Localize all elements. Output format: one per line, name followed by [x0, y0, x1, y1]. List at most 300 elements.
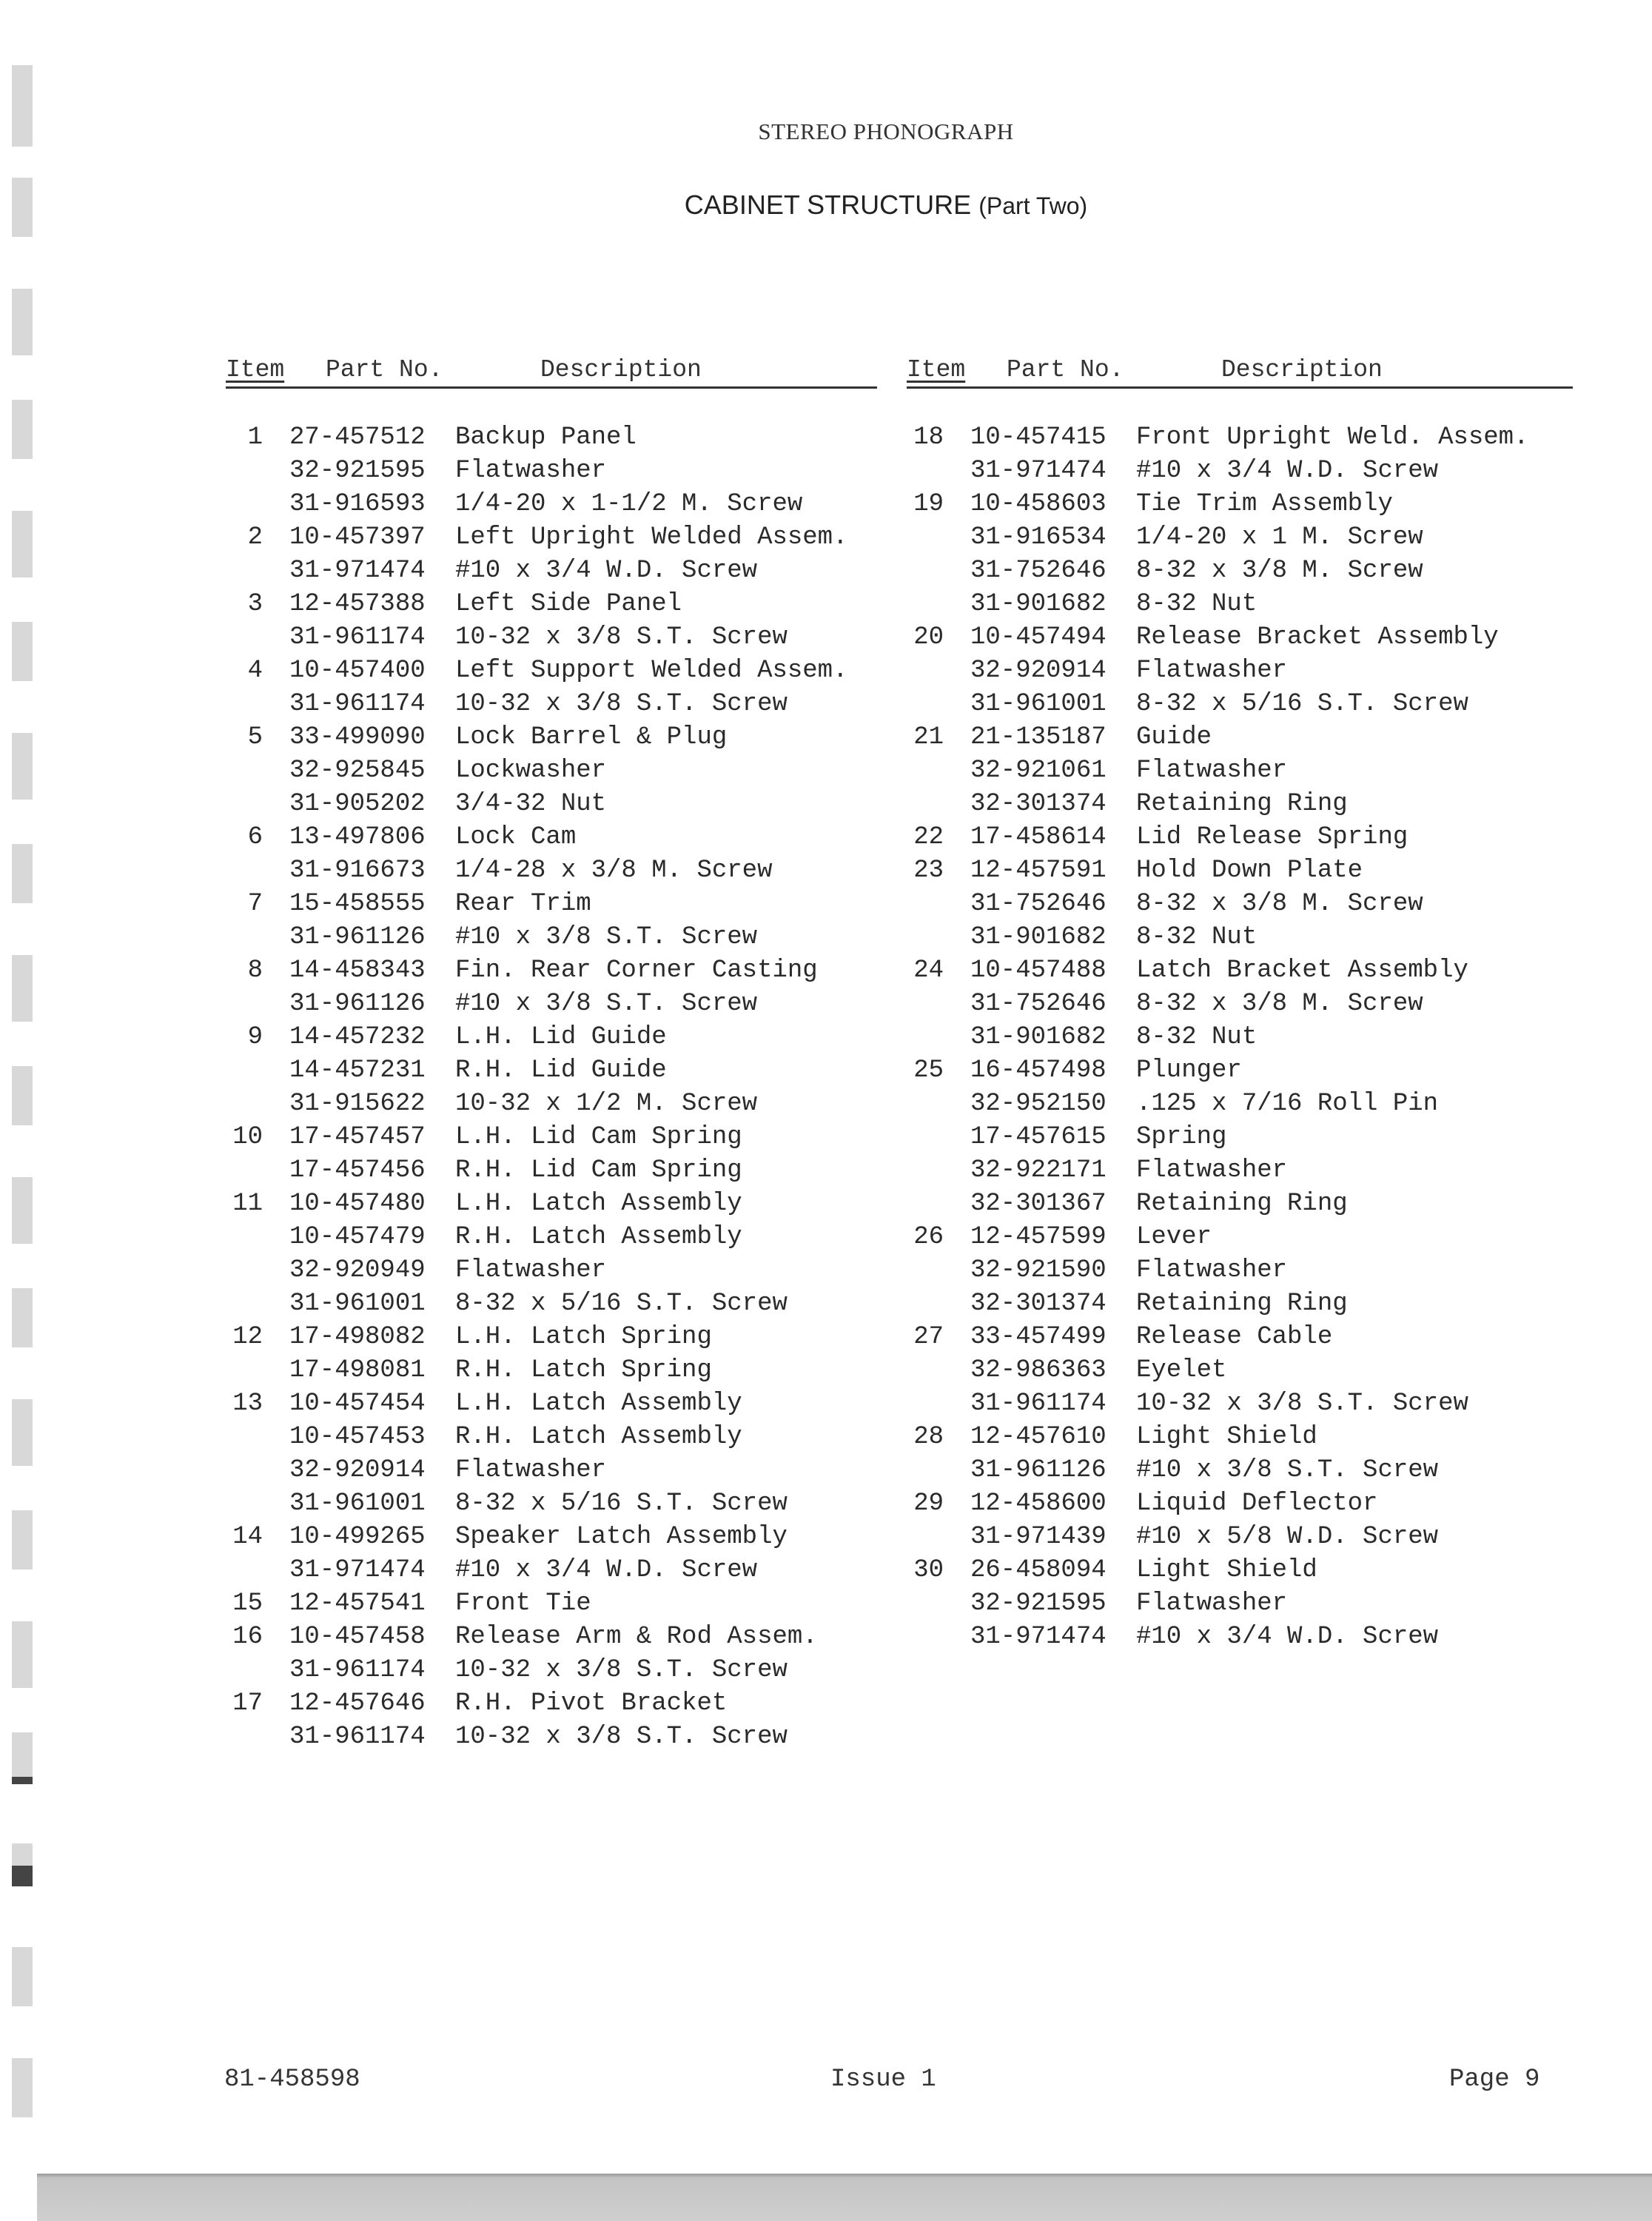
part-description: #10 x 3/8 S.T. Screw — [455, 923, 758, 951]
part-number: 31-961174 — [289, 1723, 426, 1751]
item-number — [907, 1587, 970, 1621]
part-number: 17-458614 — [970, 823, 1107, 851]
part-number: 31-752646 — [970, 557, 1107, 585]
item-number — [907, 1287, 970, 1321]
item-number — [907, 555, 970, 588]
item-number — [226, 921, 289, 954]
table-row — [907, 1421, 1573, 1454]
table-row — [226, 1621, 877, 1654]
part-number: 31-916593 — [289, 490, 426, 518]
item-number — [907, 1088, 970, 1121]
item-number: 18 — [913, 423, 944, 452]
part-number: 17-457456 — [289, 1156, 426, 1185]
item-number: 21 — [913, 723, 944, 751]
item-number: 28 — [913, 1423, 944, 1451]
table-row — [907, 721, 1573, 754]
table-row — [226, 1354, 877, 1387]
part-number: 10-457397 — [289, 523, 426, 552]
item-number: 17 — [232, 1689, 263, 1718]
item-number — [226, 1154, 289, 1187]
part-number: 17-498081 — [289, 1356, 426, 1384]
part-number: 31-961001 — [289, 1490, 426, 1518]
part-description: Speaker Latch Assembly — [455, 1523, 788, 1551]
part-description: L.H. Lid Cam Spring — [455, 1123, 742, 1151]
part-number: 31-961174 — [289, 623, 426, 651]
item-number — [907, 1387, 970, 1421]
part-number: 31-961126 — [289, 990, 426, 1018]
table-row — [226, 1487, 877, 1521]
part-description: Flatwasher — [455, 1456, 607, 1484]
part-description: 1/4-20 x 1 M. Screw — [1136, 523, 1423, 552]
part-number: 17-498082 — [289, 1323, 426, 1351]
part-description: Lever — [1136, 1223, 1212, 1251]
part-description: 1/4-28 x 3/8 M. Screw — [455, 857, 773, 885]
part-number: 12-457599 — [970, 1223, 1107, 1251]
part-description: Backup Panel — [455, 423, 637, 452]
item-number: 9 — [247, 1023, 263, 1051]
table-row — [226, 1454, 877, 1487]
table-row — [226, 421, 877, 455]
table-row — [226, 821, 877, 854]
part-description: Lock Barrel & Plug — [455, 723, 728, 751]
table-row — [226, 1721, 877, 1754]
part-description: Light Shield — [1136, 1556, 1317, 1584]
part-description: Lid Release Spring — [1136, 823, 1408, 851]
item-number: 15 — [232, 1589, 263, 1618]
table-row — [907, 421, 1573, 455]
table-row — [226, 1687, 877, 1721]
part-description: L.H. Latch Spring — [455, 1323, 712, 1351]
table-row — [226, 788, 877, 821]
part-number: 12-457388 — [289, 590, 426, 618]
item-number — [907, 1254, 970, 1287]
binder-mark — [12, 2058, 33, 2117]
table-row — [907, 1221, 1573, 1254]
part-description: R.H. Latch Assembly — [455, 1423, 742, 1451]
table-row — [226, 1154, 877, 1187]
item-number: 19 — [913, 490, 944, 518]
part-description: Flatwasher — [1136, 1589, 1288, 1618]
table-header — [226, 354, 877, 389]
part-description: 8-32 x 5/16 S.T. Screw — [1136, 690, 1468, 718]
part-description: Front Tie — [455, 1589, 591, 1618]
item-number — [226, 688, 289, 721]
table-row — [907, 455, 1573, 488]
part-number: 10-499265 — [289, 1523, 426, 1551]
item-number — [226, 1254, 289, 1287]
part-number: 17-457457 — [289, 1123, 426, 1151]
item-number: 7 — [247, 890, 263, 918]
table-row — [226, 1287, 877, 1321]
part-description: Flatwasher — [455, 457, 607, 485]
part-number: 12-457541 — [289, 1589, 426, 1618]
item-number — [226, 555, 289, 588]
part-description: .125 x 7/16 Roll Pin — [1136, 1090, 1439, 1118]
item-number — [226, 1421, 289, 1454]
binder-mark — [12, 1288, 33, 1347]
part-description: Spring — [1136, 1123, 1227, 1151]
part-number: 10-457494 — [970, 623, 1107, 651]
table-row — [907, 1487, 1573, 1521]
part-description: L.H. Latch Assembly — [455, 1190, 742, 1218]
part-number: 31-915622 — [289, 1090, 426, 1118]
binder-mark — [12, 733, 33, 800]
table-row — [907, 1154, 1573, 1187]
item-number — [907, 688, 970, 721]
table-row — [226, 1554, 877, 1587]
table-row — [226, 1654, 877, 1687]
item-number — [226, 621, 289, 654]
part-description: L.H. Lid Guide — [455, 1023, 667, 1051]
part-description: Lock Cam — [455, 823, 577, 851]
part-number: 31-752646 — [970, 890, 1107, 918]
table-row — [907, 888, 1573, 921]
part-number: 32-921061 — [970, 757, 1107, 785]
item-number — [907, 521, 970, 555]
part-description: 3/4-32 Nut — [455, 790, 607, 818]
part-number: 10-457479 — [289, 1223, 426, 1251]
table-row — [226, 688, 877, 721]
table-row — [226, 1421, 877, 1454]
part-number: 31-971474 — [970, 457, 1107, 485]
part-number: 10-457453 — [289, 1423, 426, 1451]
part-number: 17-457615 — [970, 1123, 1107, 1151]
part-description: 10-32 x 3/8 S.T. Screw — [455, 690, 788, 718]
item-number — [907, 1154, 970, 1187]
binder-mark — [12, 1177, 33, 1244]
item-number: 22 — [913, 823, 944, 851]
section-title-main: CABINET STRUCTURE — [684, 190, 972, 220]
binder-mark — [12, 511, 33, 577]
part-number: 32-921595 — [970, 1589, 1107, 1618]
item-number — [907, 921, 970, 954]
part-description: Guide — [1136, 723, 1212, 751]
part-number: 13-497806 — [289, 823, 426, 851]
item-number — [226, 754, 289, 788]
part-description: 10-32 x 3/8 S.T. Screw — [1136, 1390, 1468, 1418]
binder-mark — [12, 1399, 33, 1466]
table-row — [226, 988, 877, 1021]
table-row — [907, 1088, 1573, 1121]
parts-table-left — [226, 354, 877, 1754]
part-number: 16-457498 — [970, 1056, 1107, 1085]
item-number — [907, 1021, 970, 1054]
table-row — [226, 1054, 877, 1088]
binder-mark — [12, 1947, 33, 2006]
part-description: R.H. Lid Cam Spring — [455, 1156, 742, 1185]
table-row — [907, 821, 1573, 854]
table-header — [907, 354, 1573, 389]
part-number: 31-916673 — [289, 857, 426, 885]
part-description: Release Cable — [1136, 1323, 1333, 1351]
part-description: Plunger — [1136, 1056, 1242, 1085]
item-number: 11 — [232, 1190, 263, 1218]
part-number: 32-925845 — [289, 757, 426, 785]
table-row — [226, 521, 877, 555]
item-number: 16 — [232, 1623, 263, 1651]
part-number: 12-457591 — [970, 857, 1107, 885]
part-number: 31-916534 — [970, 523, 1107, 552]
table-row — [907, 1387, 1573, 1421]
table-row — [907, 654, 1573, 688]
item-number — [907, 654, 970, 688]
part-number: 12-458600 — [970, 1490, 1107, 1518]
part-number: 27-457512 — [289, 423, 426, 452]
part-number: 10-458603 — [970, 490, 1107, 518]
part-description: 8-32 Nut — [1136, 590, 1258, 618]
item-number — [226, 854, 289, 888]
header-part-no: Part No. — [1007, 356, 1124, 383]
part-number: 32-301374 — [970, 790, 1107, 818]
item-number — [226, 1554, 289, 1587]
part-number: 32-920914 — [970, 657, 1107, 685]
part-description: 1/4-20 x 1-1/2 M. Screw — [455, 490, 803, 518]
part-description: Lockwasher — [455, 757, 607, 785]
item-number — [907, 788, 970, 821]
part-number: 31-752646 — [970, 990, 1107, 1018]
item-number — [226, 1354, 289, 1387]
part-number: 10-457400 — [289, 657, 426, 685]
part-description: Flatwasher — [1136, 757, 1288, 785]
part-description: Flatwasher — [1136, 657, 1288, 685]
item-number — [907, 1521, 970, 1554]
part-number: 31-971474 — [970, 1623, 1107, 1651]
table-row — [907, 1287, 1573, 1321]
item-number — [907, 754, 970, 788]
part-number: 26-458094 — [970, 1556, 1107, 1584]
table-row — [226, 1088, 877, 1121]
part-description: 10-32 x 3/8 S.T. Screw — [455, 1656, 788, 1684]
header-part-no: Part No. — [326, 356, 443, 383]
part-description: 10-32 x 3/8 S.T. Screw — [455, 1723, 788, 1751]
header-item: Item — [226, 356, 285, 383]
part-number: 31-971474 — [289, 557, 426, 585]
table-row — [907, 854, 1573, 888]
part-number: 31-961174 — [289, 690, 426, 718]
item-number — [907, 1121, 970, 1154]
part-description: Left Upright Welded Assem. — [455, 523, 848, 552]
part-description: Release Arm & Rod Assem. — [455, 1623, 818, 1651]
item-number: 25 — [913, 1056, 944, 1085]
issue-label: Issue 1 — [830, 2066, 936, 2094]
part-description: #10 x 3/8 S.T. Screw — [1136, 1456, 1439, 1484]
table-row — [907, 1521, 1573, 1554]
table-row — [907, 1621, 1573, 1654]
table-row — [226, 588, 877, 621]
part-description: 10-32 x 1/2 M. Screw — [455, 1090, 758, 1118]
part-description: #10 x 3/4 W.D. Screw — [1136, 457, 1439, 485]
part-number: 31-961126 — [970, 1456, 1107, 1484]
part-number: 10-457480 — [289, 1190, 426, 1218]
part-number: 32-920914 — [289, 1456, 426, 1484]
parts-table-right — [907, 354, 1573, 1654]
binder-mark — [12, 844, 33, 903]
part-number: 10-457454 — [289, 1390, 426, 1418]
table-row — [907, 1554, 1573, 1587]
item-number — [226, 488, 289, 521]
part-number: 21-135187 — [970, 723, 1107, 751]
table-row — [226, 721, 877, 754]
part-description: #10 x 3/8 S.T. Screw — [455, 990, 758, 1018]
part-description: 8-32 x 3/8 M. Screw — [1136, 990, 1423, 1018]
table-body — [226, 421, 877, 1754]
table-row — [907, 1587, 1573, 1621]
part-description: Latch Bracket Assembly — [1136, 957, 1468, 985]
part-description: Tie Trim Assembly — [1136, 490, 1393, 518]
part-number: 14-458343 — [289, 957, 426, 985]
table-row — [907, 1021, 1573, 1054]
part-number: 10-457488 — [970, 957, 1107, 985]
part-description: 8-32 Nut — [1136, 923, 1258, 951]
item-number — [907, 1354, 970, 1387]
part-number: 31-961174 — [289, 1656, 426, 1684]
table-row — [907, 555, 1573, 588]
binder-mark — [12, 1066, 33, 1125]
binder-mark — [12, 400, 33, 459]
part-description: #10 x 3/4 W.D. Screw — [455, 1556, 758, 1584]
item-number: 3 — [247, 590, 263, 618]
part-number: 31-971474 — [289, 1556, 426, 1584]
table-row — [226, 921, 877, 954]
table-row — [907, 688, 1573, 721]
table-row — [226, 888, 877, 921]
item-number: 20 — [913, 623, 944, 651]
part-number: 31-961001 — [970, 690, 1107, 718]
part-description: Flatwasher — [1136, 1156, 1288, 1185]
part-number: 32-921595 — [289, 457, 426, 485]
part-description: R.H. Pivot Bracket — [455, 1689, 728, 1718]
table-row — [226, 1321, 877, 1354]
item-number: 10 — [232, 1123, 263, 1151]
item-number — [226, 1221, 289, 1254]
part-description: Flatwasher — [1136, 1256, 1288, 1284]
part-number: 14-457231 — [289, 1056, 426, 1085]
table-row — [907, 1187, 1573, 1221]
table-row — [226, 1187, 877, 1221]
section-title-subtitle: (Part Two) — [978, 192, 1088, 219]
section-title — [0, 190, 1652, 221]
part-description: 10-32 x 3/8 S.T. Screw — [455, 623, 788, 651]
binder-mark — [12, 1621, 33, 1688]
scan-edge — [37, 2174, 1652, 2221]
part-description: Retaining Ring — [1136, 1290, 1348, 1318]
binder-mark — [12, 622, 33, 681]
part-description: Fin. Rear Corner Casting — [455, 957, 818, 985]
part-number: 33-457499 — [970, 1323, 1107, 1351]
part-description: R.H. Lid Guide — [455, 1056, 667, 1085]
part-description: Release Bracket Assembly — [1136, 623, 1499, 651]
table-row — [226, 488, 877, 521]
table-row — [907, 1354, 1573, 1387]
part-number: 31-961001 — [289, 1290, 426, 1318]
table-row — [226, 1254, 877, 1287]
table-row — [907, 754, 1573, 788]
item-number — [907, 1187, 970, 1221]
part-number: 32-921590 — [970, 1256, 1107, 1284]
table-row — [226, 754, 877, 788]
table-row — [226, 555, 877, 588]
part-description: 8-32 x 3/8 M. Screw — [1136, 557, 1423, 585]
table-row — [907, 788, 1573, 821]
item-number — [226, 1487, 289, 1521]
binder-mark — [12, 1510, 33, 1570]
item-number — [907, 455, 970, 488]
item-number — [907, 888, 970, 921]
binder-mark — [12, 1843, 33, 1866]
item-number — [226, 1454, 289, 1487]
document-title: STEREO PHONOGRAPH — [758, 118, 1014, 144]
table-row — [907, 988, 1573, 1021]
part-number: 32-952150 — [970, 1090, 1107, 1118]
item-number: 26 — [913, 1223, 944, 1251]
part-number: 14-457232 — [289, 1023, 426, 1051]
item-number: 2 — [247, 523, 263, 552]
document-number: 81-458598 — [224, 2066, 360, 2094]
table-row — [907, 1454, 1573, 1487]
binder-mark — [12, 1777, 33, 1784]
item-number — [226, 788, 289, 821]
header-description: Description — [540, 356, 702, 383]
part-description: 8-32 x 5/16 S.T. Screw — [455, 1490, 788, 1518]
header-item: Item — [907, 356, 966, 383]
part-number: 31-901682 — [970, 923, 1107, 951]
part-number: 33-499090 — [289, 723, 426, 751]
part-description: 8-32 x 5/16 S.T. Screw — [455, 1290, 788, 1318]
item-number — [907, 588, 970, 621]
part-description: R.H. Latch Spring — [455, 1356, 712, 1384]
table-row — [907, 954, 1573, 988]
binder-mark — [12, 1866, 33, 1886]
table-row — [907, 1321, 1573, 1354]
item-number — [226, 988, 289, 1021]
part-description: R.H. Latch Assembly — [455, 1223, 742, 1251]
item-number: 4 — [247, 657, 263, 685]
part-number: 32-920949 — [289, 1256, 426, 1284]
table-row — [907, 1054, 1573, 1088]
binder-mark — [12, 955, 33, 1022]
table-row — [226, 1021, 877, 1054]
item-number: 6 — [247, 823, 263, 851]
table-row — [226, 1121, 877, 1154]
part-description: Rear Trim — [455, 890, 591, 918]
item-number: 23 — [913, 857, 944, 885]
item-number — [226, 1088, 289, 1121]
binder-mark — [12, 1732, 33, 1777]
part-number: 31-971439 — [970, 1523, 1107, 1551]
item-number: 29 — [913, 1490, 944, 1518]
part-number: 10-457415 — [970, 423, 1107, 452]
item-number — [226, 1287, 289, 1321]
item-number — [907, 988, 970, 1021]
header-description: Description — [1221, 356, 1383, 383]
table-row — [907, 921, 1573, 954]
part-number: 12-457646 — [289, 1689, 426, 1718]
part-description: Flatwasher — [455, 1256, 607, 1284]
item-number: 13 — [232, 1390, 263, 1418]
part-number: 32-986363 — [970, 1356, 1107, 1384]
item-number — [226, 1654, 289, 1687]
part-description: Liquid Deflector — [1136, 1490, 1378, 1518]
part-description: Light Shield — [1136, 1423, 1317, 1451]
item-number: 8 — [247, 957, 263, 985]
item-number: 27 — [913, 1323, 944, 1351]
item-number: 12 — [232, 1323, 263, 1351]
part-number: 31-901682 — [970, 1023, 1107, 1051]
part-number: 32-301374 — [970, 1290, 1107, 1318]
page-number: Page 9 — [1449, 2066, 1540, 2094]
table-row — [907, 588, 1573, 621]
part-number: 31-905202 — [289, 790, 426, 818]
